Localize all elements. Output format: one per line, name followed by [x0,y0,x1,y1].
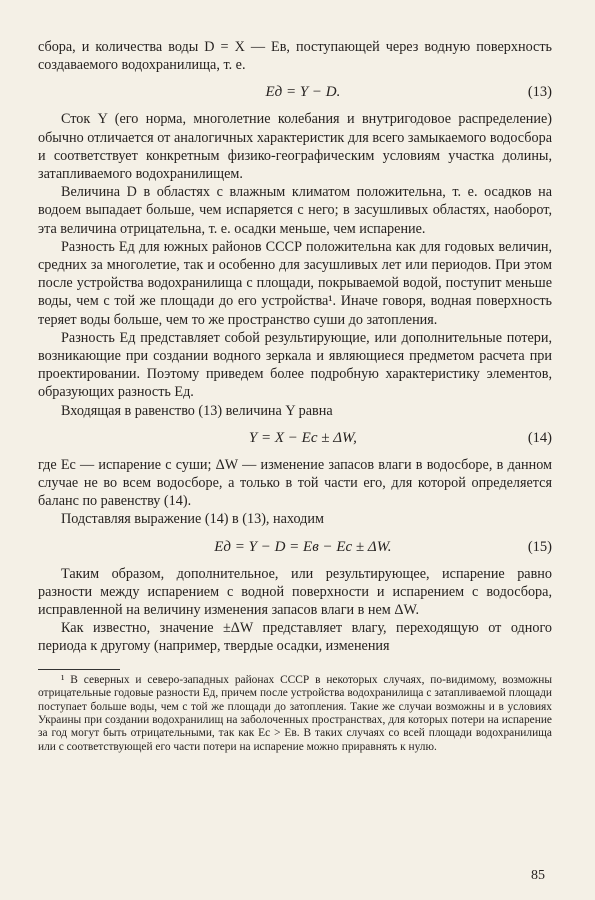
paragraph-8: Подставляя выражение (14) в (13), находим [61,511,324,528]
equation-number: (13) [527,84,552,101]
equation-15 [38,529,552,565]
paragraph-5: Разность Eд представляет собой результирующие, или дополнительные потери, возникающие при создании водного зеркала и являющиеся предметом расчета при проектировании. Поэтому приведем более подробную характеристику элементов, образующих разность Eд. [38,329,552,401]
paragraph-9: Таким образом, дополнительное, или результирующее, испарение равно разности между испарением с водной поверхности и испарением с водосбора, исправленной на величину изменения запасов влаги в нем ΔW. [38,565,552,619]
paragraph-7: где Eс — испарение с суши; ΔW — изменение запасов влаги в водосборе, в данном случае не во всем водосборе, а только в той части его, для которой определяется баланс по равенству (14). [38,456,552,510]
equation-number: (14) [527,429,552,446]
body-text [38,38,552,656]
equation-formula: Eд = Y − D. [265,84,341,101]
equation-formula: Eд = Y − D = Eв − Eс ± ΔW. [214,538,392,555]
paragraph-6: Входящая в равенство (13) величина Y равна [61,402,333,419]
paragraph-2: Сток Y (его норма, многолетние колебания и внутригодовое распределение) обычно отличается от аналогичных характеристик для всего замыкаемого водосбора и соответствует конкретным физико-географическим условиям участка долины, затапливаемого водохранилищем. [38,111,552,183]
page-number: 85 [531,868,545,883]
paragraph-1: сбора, и количества воды D = X — Eв, поступающей через водную поверхность создаваемого водохранилища, т. е. [38,39,552,74]
equation-number: (15) [527,538,552,555]
equation-14 [38,420,552,456]
paragraph-10: Как известно, значение ±ΔW представляет влагу, переходящую от одного периода к другому (например, твердые осадки, изменения [38,620,552,655]
footnote: ¹ В северных и северо-западных районах СССР в некоторых случаях, по-видимому, возможны отрицательные годовые разности Eд, причем после устройства водохранилища с затапливаемой площади поступает больше воды, чем с той же площади до затопления. Такие же случаи возможны и в условиях Украины при создании водохранилищ на заболоченных пространствах, для которых потери на испарение за год могут быть отрицательными, так как Eс > Eв. В таких случаях со всей площади водохранилища или с соответствующей его части потери на испарение можно приравнять к нулю. [38,673,552,753]
paragraph-3: Величина D в областях с влажным климатом положительна, т. е. осадков на водоем выпадает больше, чем испаряется с него; в засушливых областях, наоборот, эта величина отрицательна, т. е. осадки меньше, чем испарение. [38,184,552,237]
equation-13 [38,74,552,110]
paragraph-4: Разность Eд для южных районов СССР положительна как для годовых величин, средних за многолетие, так и особенно для засушливых лет или периодов. При этом после устройства водохранилища с площади, покрываемой водой, поступит меньше воды, чем с той же площади до его устройства¹. Иначе говоря, водная поверхность теряет воды больше, чем то же пространство суши до затопления. [38,238,552,328]
equation-formula: Y = X − Eс ± ΔW, [248,429,357,446]
footnote-divider [38,669,120,670]
